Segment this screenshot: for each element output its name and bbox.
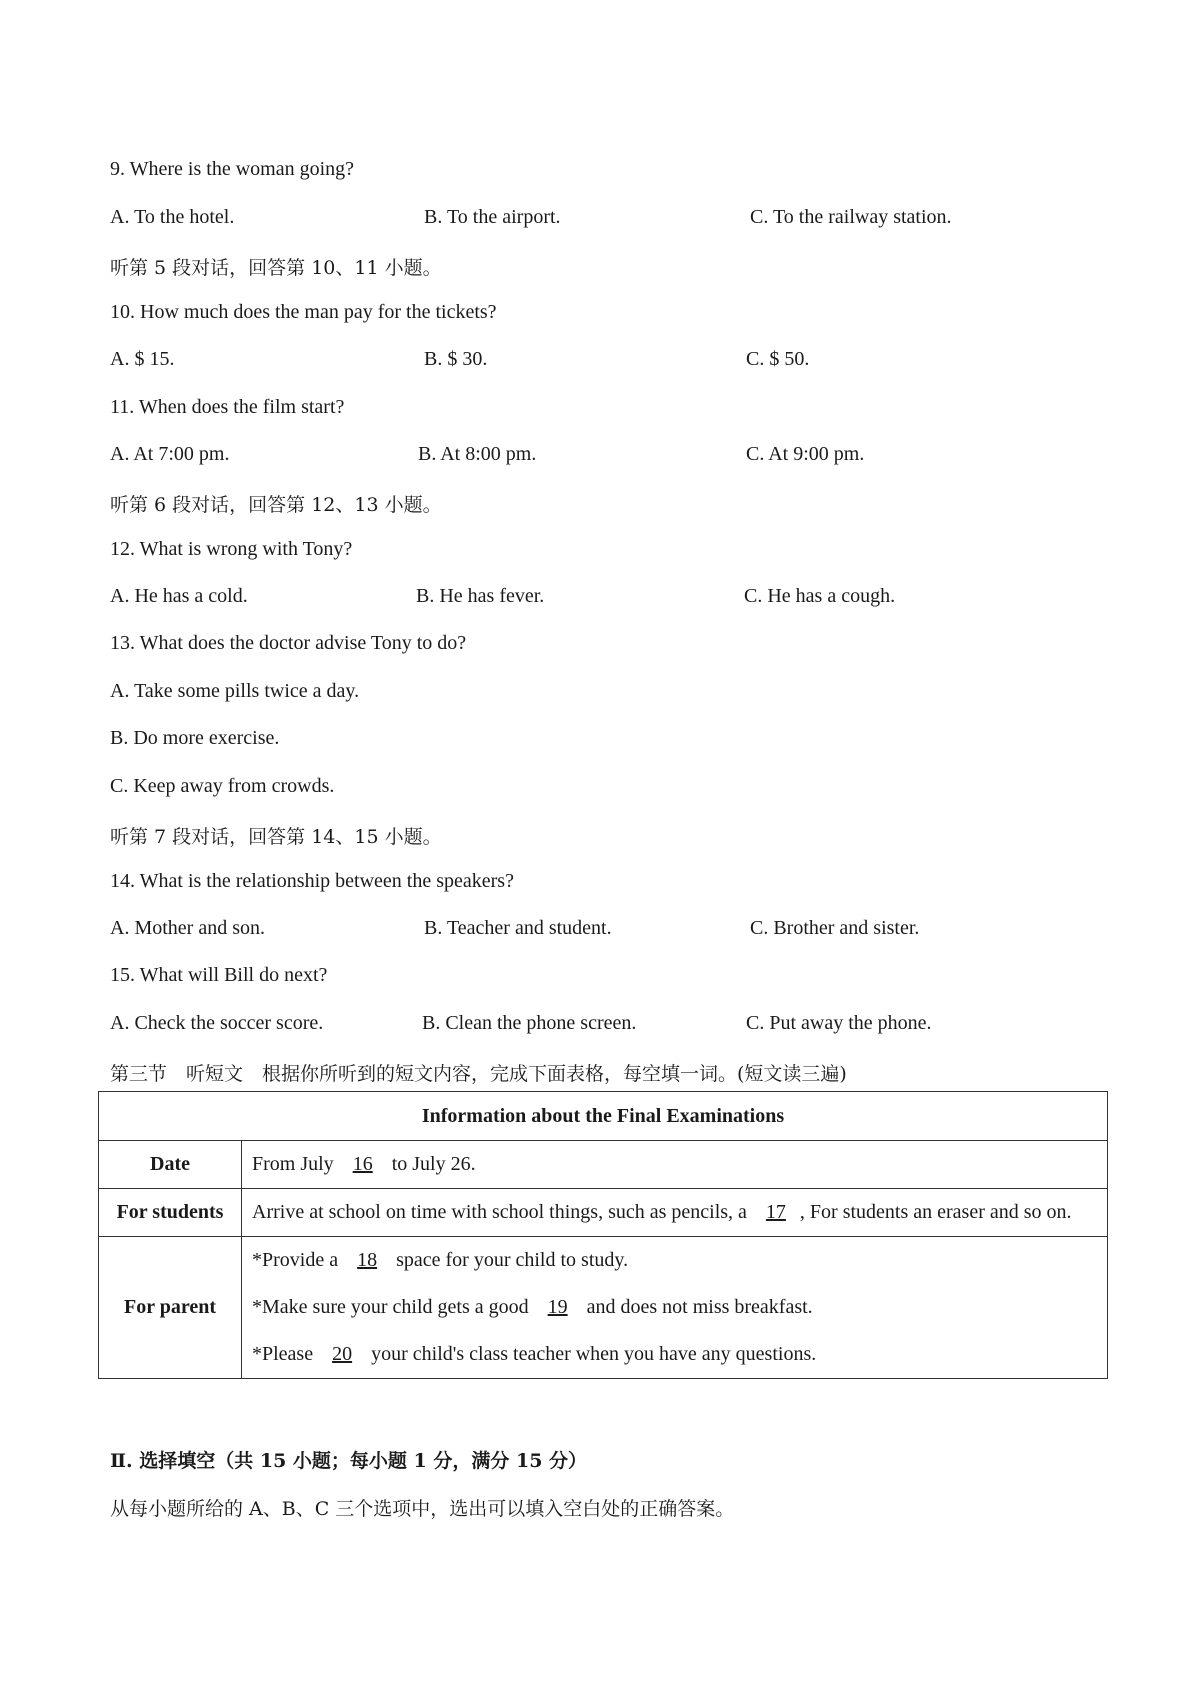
parent-label: For parent (99, 1237, 242, 1379)
q10-option-a: A. $ 15. (110, 348, 175, 370)
question-14: 14. What is the relationship between the speakers? (110, 870, 514, 892)
q14-option-b: B. Teacher and student. (424, 917, 612, 939)
parent-line-3-post: your child's class teacher when you have any questions. (371, 1343, 817, 1365)
q15-option-a: A. Check the soccer score. (110, 1012, 324, 1034)
parent-line-1-pre: *Provide a (252, 1249, 339, 1271)
question-11: 11. When does the film start? (110, 396, 345, 418)
q13-option-a: A. Take some pills twice a day. (110, 680, 360, 702)
question-12: 12. What is wrong with Tony? (110, 538, 353, 560)
q13-option-b: B. Do more exercise. (110, 727, 280, 749)
q10-option-b: B. $ 30. (424, 348, 488, 370)
q9-option-b: B. To the airport. (424, 206, 561, 228)
section-6-instruction: 听第 6 段对话，回答第 12、13 小题。 (110, 494, 442, 516)
question-10: 10. How much does the man pay for the tickets? (110, 301, 497, 323)
q11-option-b: B. At 8:00 pm. (418, 443, 537, 465)
table-title: Information about the Final Examinations (99, 1092, 1108, 1141)
parent-line-2-pre: *Make sure your child gets a good (252, 1296, 529, 1318)
parent-line-1 (252, 1237, 1097, 1284)
q15-option-c: C. Put away the phone. (746, 1012, 932, 1034)
q12-option-b: B. He has fever. (416, 585, 545, 607)
students-content (242, 1189, 1108, 1237)
blank-19: 19 (547, 1296, 568, 1318)
blank-17: 17 (765, 1201, 786, 1223)
q13-option-c: C. Keep away from crowds. (110, 775, 335, 797)
question-13: 13. What does the doctor advise Tony to do? (110, 632, 467, 654)
blank-20: 20 (332, 1343, 353, 1365)
parent-content (242, 1237, 1108, 1379)
parent-line-2 (252, 1284, 1097, 1331)
part-2-instruction: 从每小题所给的 A、B、C 三个选项中，选出可以填入空白处的正确答案。 (110, 1498, 735, 1520)
section-5-instruction: 听第 5 段对话，回答第 10、11 小题。 (110, 257, 442, 279)
date-pre-text: From July (252, 1153, 334, 1175)
parent-line-1-post: space for your child to study. (396, 1249, 629, 1271)
part-2-heading: Ⅱ. 选择填空（共 15 小题；每小题 1 分，满分 15 分） (110, 1450, 588, 1472)
part-3-heading: 第三节 听短文 根据你所听到的短文内容，完成下面表格，每空填一词。(短文读三遍) (110, 1063, 847, 1085)
parent-line-3 (252, 1331, 1097, 1378)
q14-option-c: C. Brother and sister. (750, 917, 920, 939)
q9-option-a: A. To the hotel. (110, 206, 235, 228)
q14-option-a: A. Mother and son. (110, 917, 265, 939)
q15-option-b: B. Clean the phone screen. (422, 1012, 637, 1034)
section-7-instruction: 听第 7 段对话，回答第 14、15 小题。 (110, 826, 442, 848)
question-15: 15. What will Bill do next? (110, 964, 328, 986)
parent-line-3-pre: *Please (252, 1343, 314, 1365)
date-post-text: to July 26. (391, 1153, 476, 1175)
students-pre-text: Arrive at school on time with school things, such as pencils, a (252, 1201, 747, 1223)
q10-option-c: C. $ 50. (746, 348, 810, 370)
q11-option-c: C. At 9:00 pm. (746, 443, 865, 465)
date-label: Date (99, 1141, 242, 1189)
blank-18: 18 (357, 1249, 378, 1271)
q12-option-c: C. He has a cough. (744, 585, 896, 607)
q11-option-a: A. At 7:00 pm. (110, 443, 230, 465)
question-9: 9. Where is the woman going? (110, 158, 355, 180)
q9-option-c: C. To the railway station. (750, 206, 952, 228)
final-exam-info-table (98, 1091, 1108, 1379)
blank-16: 16 (352, 1153, 373, 1175)
parent-line-2-post: and does not miss breakfast. (586, 1296, 813, 1318)
date-content (242, 1141, 1108, 1189)
q12-option-a: A. He has a cold. (110, 585, 248, 607)
students-post-text: , For students an eraser and so on. (799, 1201, 1072, 1223)
students-label: For students (99, 1189, 242, 1237)
